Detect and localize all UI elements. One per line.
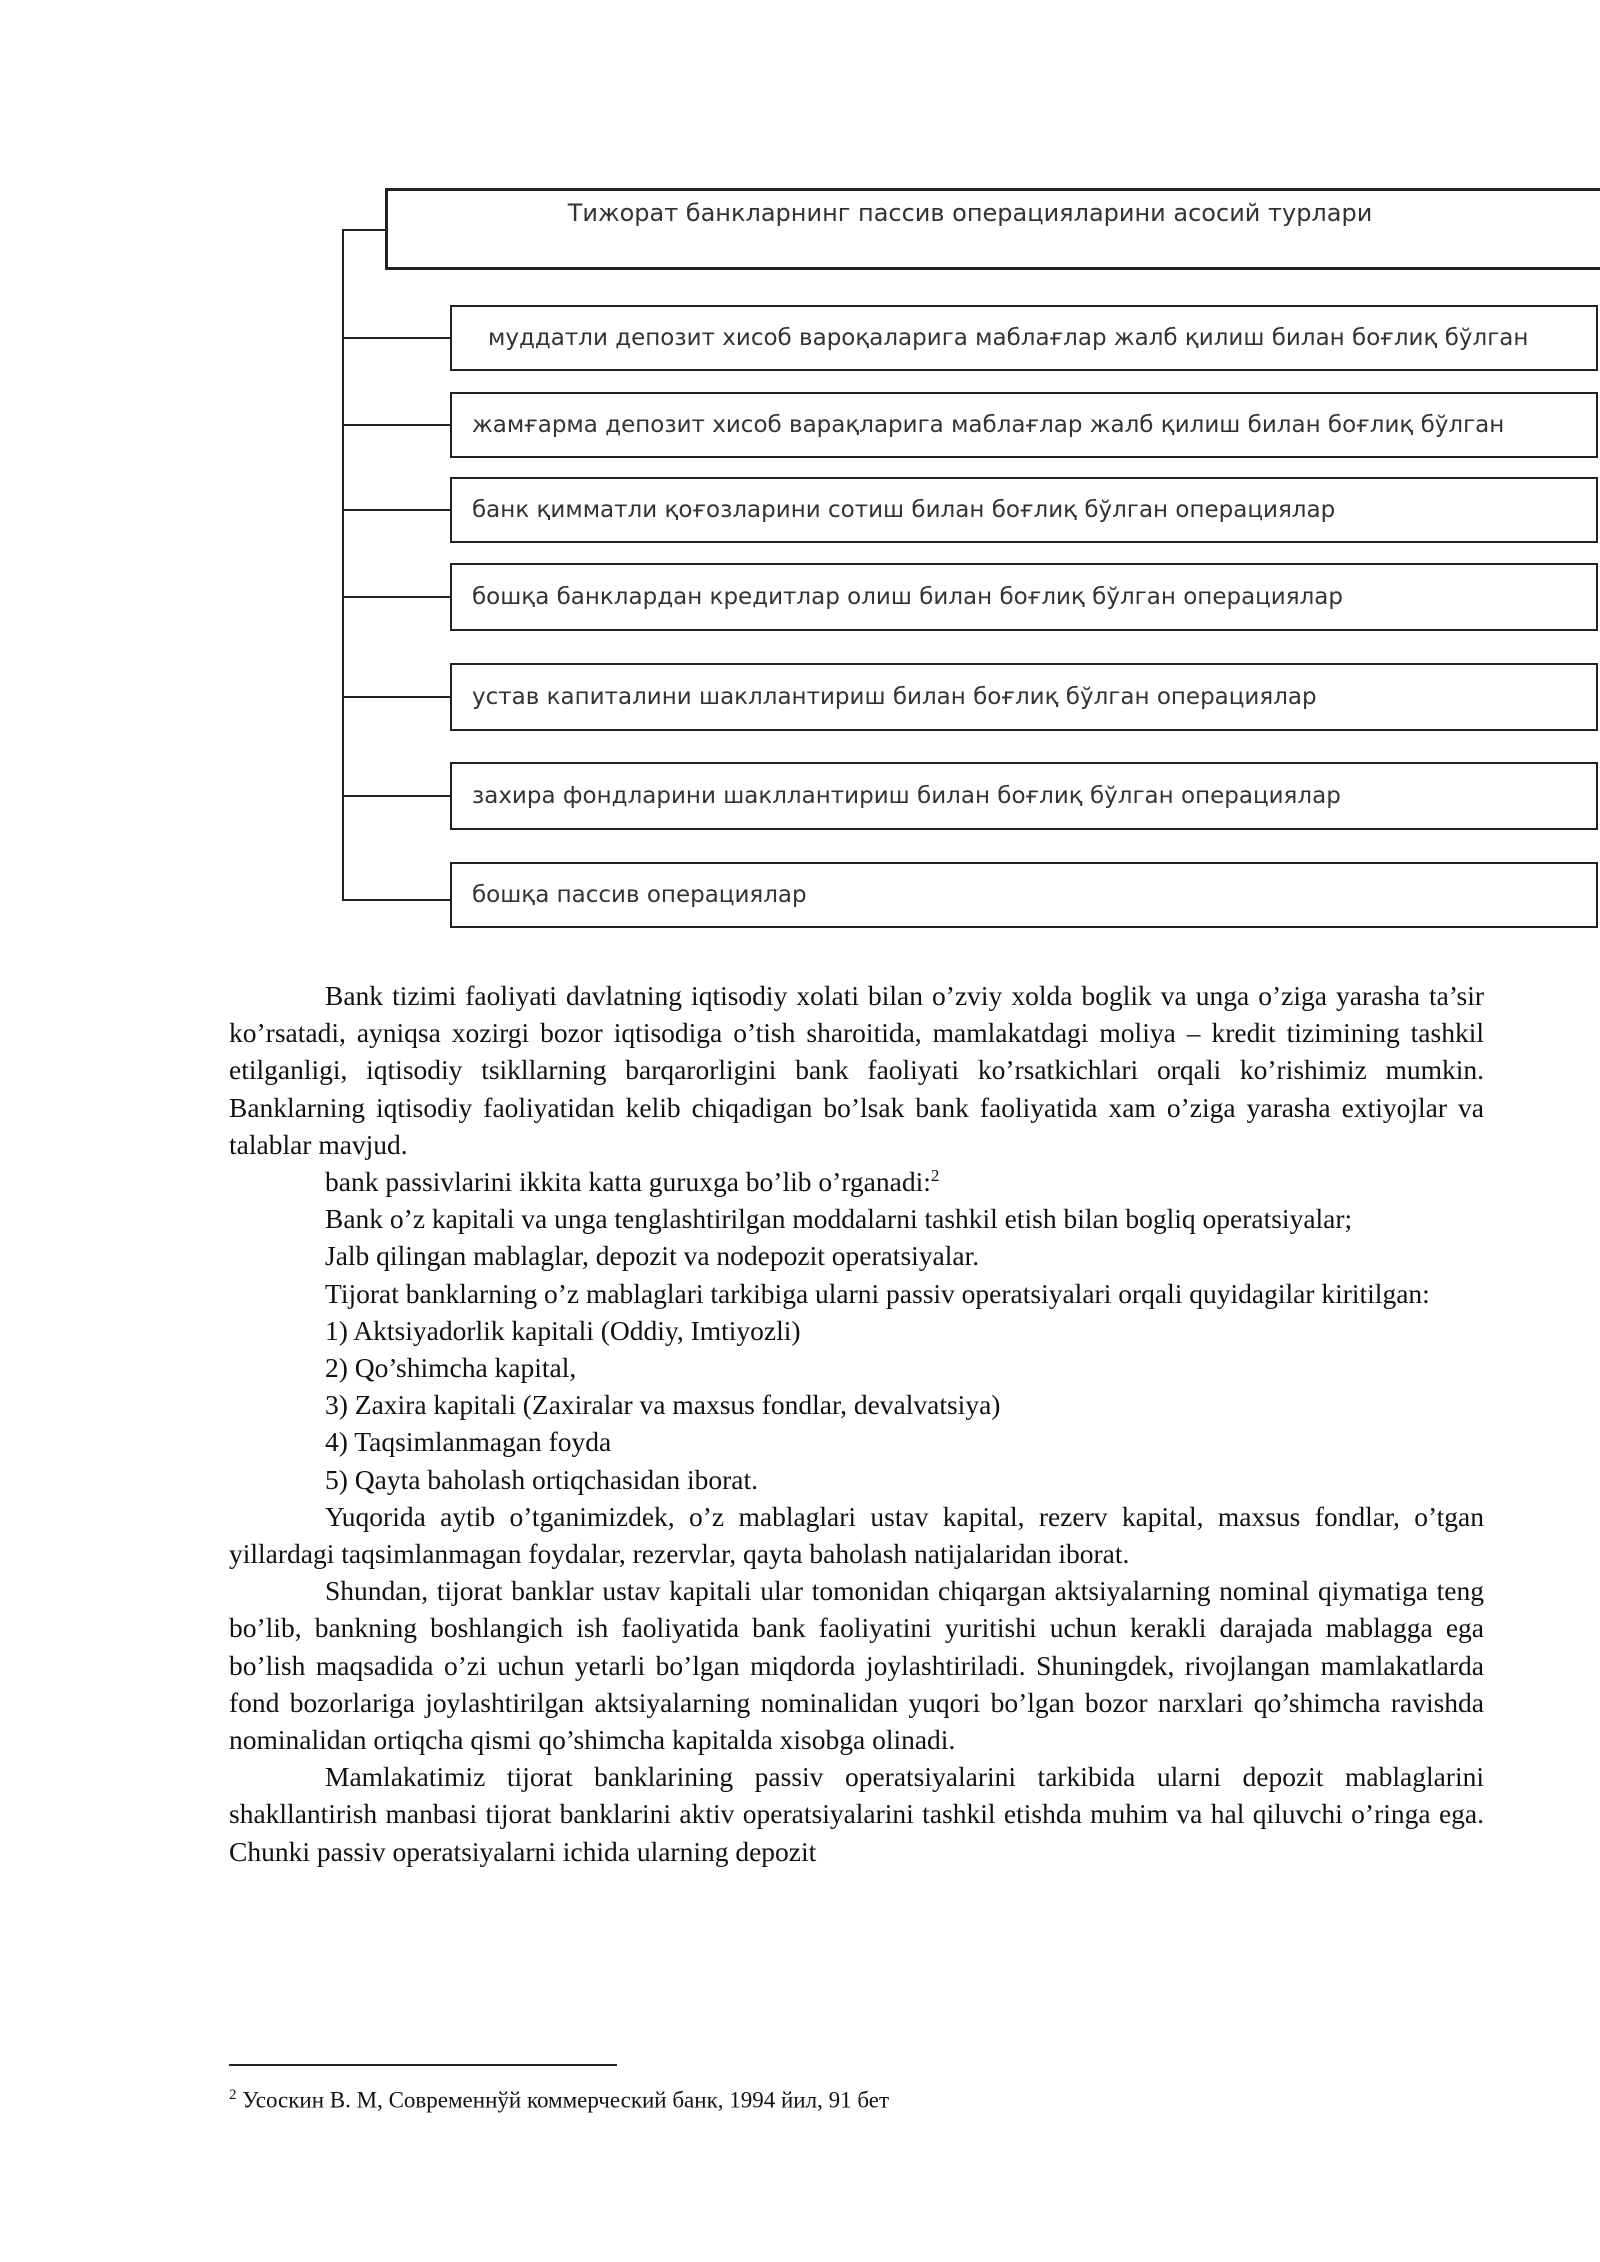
paragraph-own-funds-composition: Tijorat banklarning o’z mablaglari tarkibiga ularni passiv operatsiyalari orqali quyidagilar kiritilgan: — [325, 1277, 1430, 1309]
diagram-connector-title — [342, 229, 387, 231]
list-item: 4) Taqsimlanmagan foyda — [325, 1426, 612, 1458]
diagram-item-label: захира фондларини шакллантириш билан боғлиқ бўлган операциялар — [472, 783, 1341, 809]
diagram-connector-5 — [342, 696, 450, 698]
diagram-connector-vertical — [342, 229, 344, 900]
list-item: 5) Qayta baholash ortiqchasidan iborat. — [325, 1463, 758, 1495]
footnote-mark: 2 — [229, 2087, 237, 2103]
list-item: 3) Zaxira kapitali (Zaxiralar va maxsus fondlar, devalvatsiya) — [325, 1389, 1001, 1421]
diagram-item-label: бошқа банклардан кредитлар олиш билан боғлиқ бўлган операциялар — [472, 584, 1343, 610]
footnote — [229, 2080, 889, 2116]
footnote-text: Усоскин В. М, Современнўй коммерческий банк, 1994 йил, 91 бет — [236, 2087, 890, 2113]
diagram-connector-2 — [342, 424, 450, 426]
diagram-item-box — [450, 305, 1598, 371]
diagram-item-box — [450, 392, 1598, 458]
footnote-separator — [229, 2064, 617, 2066]
list-item: 1) Aktsiyadorlik kapitali (Oddiy, Imtiyozli) — [325, 1314, 801, 1346]
diagram-item-box — [450, 663, 1598, 731]
diagram-title: Тижорат банкларнинг пассив операцияларини асосий турлари — [567, 199, 1373, 227]
paragraph-passives-groups-text: bank passivlarini ikkita katta guruxga bo’lib o’rganadi: — [325, 1166, 931, 1198]
paragraph-attracted-funds: Jalb qilingan mablaglar, depozit va nodepozit operatsiyalar. — [325, 1240, 980, 1272]
diagram-connector-6 — [342, 795, 450, 797]
body-text — [229, 977, 1484, 1870]
diagram-item-box — [450, 563, 1598, 631]
diagram-item-box — [450, 862, 1598, 928]
diagram-item-label: бошқа пассив операциялар — [472, 882, 807, 908]
footnote-reference[interactable]: 2 — [930, 1165, 940, 1185]
paragraph-own-funds-summary: Yuqorida aytib o’tganimizdek, o’z mablaglari ustav kapital, rezerv kapital, maxsus fondlar, o’tgan yillardagi taqsimlanmagan foydalar, rezervlar, qayta baholash natijalaridan iborat. — [229, 1500, 1484, 1570]
diagram-item-label: муддатли депозит хисоб вароқаларига маблағлар жалб қилиш билан боғлиқ бўлган — [488, 325, 1529, 351]
paragraph-bank-system: Bank tizimi faoliyati davlatning iqtisodiy xolati bilan o’zviy xolda boglik va unga o’ziga yarasha ta’sir ko’rsatadi, ayniqsa xozirgi bozor iqtisodiga o’tish sharoitida, mamlakatdagi moliya – kredit tizimining tashkil etilganligi, iqtisodiy tsikllarning barqarorligini bank faoliyati ko’rsatkichlari orqali ko’rishimiz mumkin. Banklarning iqtisodiy faoliyatidan kelib chiqadigan bo’lsak bank faoliyatida xam o’ziga yarasha extiyojlar va talablar mavjud. — [229, 980, 1484, 1160]
diagram-title-box — [385, 188, 1600, 270]
diagram-item-label: устав капиталини шакллантириш билан боғлиқ бўлган операциялар — [472, 684, 1317, 710]
diagram-item-box — [450, 477, 1598, 543]
paragraph-passives-groups — [229, 1163, 1484, 1200]
diagram-item-label: банк қимматли қоғозларини сотиш билан боғлиқ бўлган операциялар — [472, 497, 1336, 523]
diagram-connector-3 — [342, 509, 450, 511]
diagram-connector-7 — [342, 899, 450, 901]
diagram-item-label: жамғарма депозит хисоб варақларига маблағлар жалб қилиш билан боғлиқ бўлган — [472, 412, 1505, 438]
diagram-item-box — [450, 762, 1598, 830]
list-item: 2) Qo’shimcha kapital, — [325, 1352, 577, 1384]
passive-operations-diagram — [0, 0, 1600, 940]
diagram-connector-1 — [342, 337, 450, 339]
paragraph-own-capital: Bank o’z kapitali va unga tenglashtirilgan moddalarni tashkil etish bilan bogliq operatsiyalar; — [325, 1203, 1353, 1235]
diagram-connector-4 — [342, 596, 450, 598]
paragraph-deposit-funds: Mamlakatimiz tijorat banklarining passiv operatsiyalarini tarkibida ularni depozit mablaglarini shakllantirish manbasi tijorat banklarini aktiv operatsiyalarini tashkil etishda muhim va hal qiluvchi o’ringa ega. Chunki passiv operatsiyalarni ichida ularning depozit — [229, 1761, 1484, 1867]
paragraph-charter-capital: Shundan, tijorat banklar ustav kapitali ular tomonidan chiqargan aktsiyalarning nominal qiymatiga teng bo’lib, bankning boshlangich ish faoliyatida bank faoliyatini yuritishi uchun kerakli darajada mablagga ega bo’lish maqsadida o’zi uchun yetarli bo’lgan miqdorda joylashtiriladi. Shuningdek, rivojlangan mamlakatlarda fond bozorlariga joylashtirilgan aktsiyalarning nominalidan yuqori bo’lgan bozor narxlari qo’shimcha ravishda nominalidan ortiqcha qismi qo’shimcha kapitalda xisobga olinadi. — [229, 1575, 1484, 1756]
